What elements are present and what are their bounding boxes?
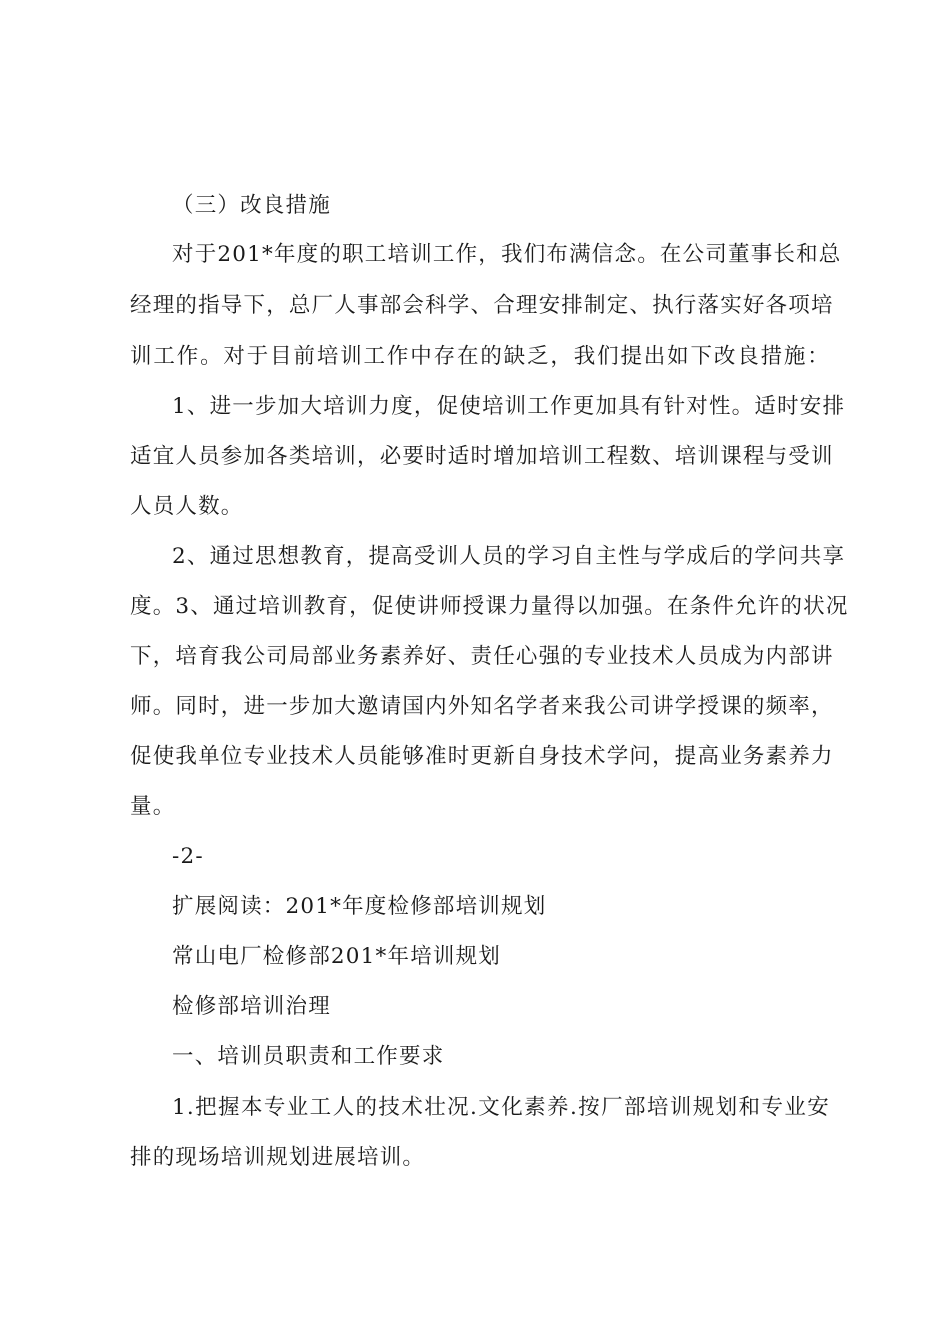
section-heading: 一、培训员职责和工作要求	[172, 1044, 445, 1069]
paragraph-line: 量。	[130, 794, 176, 819]
subtitle-line: 常山电厂检修部201*年培训规划	[172, 944, 501, 969]
section-heading: （三）改良措施	[172, 193, 331, 218]
paragraph-line: 训工作。对于目前培训工作中存在的缺乏，我们提出如下改良措施：	[130, 344, 830, 369]
extended-reading-title: 扩展阅读：201*年度检修部培训规划	[172, 894, 547, 919]
paragraph-line: 对于201*年度的职工培训工作，我们布满信念。在公司董事长和总	[172, 242, 842, 267]
paragraph-line: 排的现场培训规划进展培训。	[130, 1145, 426, 1170]
paragraph-line: 适宜人员参加各类培训，必要时适时增加培训工程数、培训课程与受训	[130, 444, 834, 469]
paragraph-line: 1、进一步加大培训力度，促使培训工作更加具有针对性。适时安排	[172, 394, 846, 419]
subtitle-line: 检修部培训治理	[172, 994, 331, 1019]
paragraph-line: 促使我单位专业技术人员能够准时更新自身技术学问，提高业务素养力	[130, 744, 834, 769]
paragraph-line: 度。3、通过培训教育，促使讲师授课力量得以加强。在条件允许的状况	[130, 594, 849, 619]
page-number: -2-	[172, 844, 204, 869]
paragraph-line: 师。同时，进一步加大邀请国内外知名学者来我公司讲学授课的频率，	[130, 694, 834, 719]
paragraph-line: 下，培育我公司局部业务素养好、责任心强的专业技术人员成为内部讲	[130, 644, 834, 669]
paragraph-line: 人员人数。	[130, 494, 244, 519]
paragraph-line: 2、通过思想教育，提高受训人员的学习自主性与学成后的学问共享	[172, 544, 846, 569]
paragraph-line: 经理的指导下，总厂人事部会科学、合理安排制定、执行落实好各项培	[130, 293, 834, 318]
paragraph-line: 1.把握本专业工人的技术壮况.文化素养.按厂部培训规划和专业安	[172, 1095, 830, 1120]
